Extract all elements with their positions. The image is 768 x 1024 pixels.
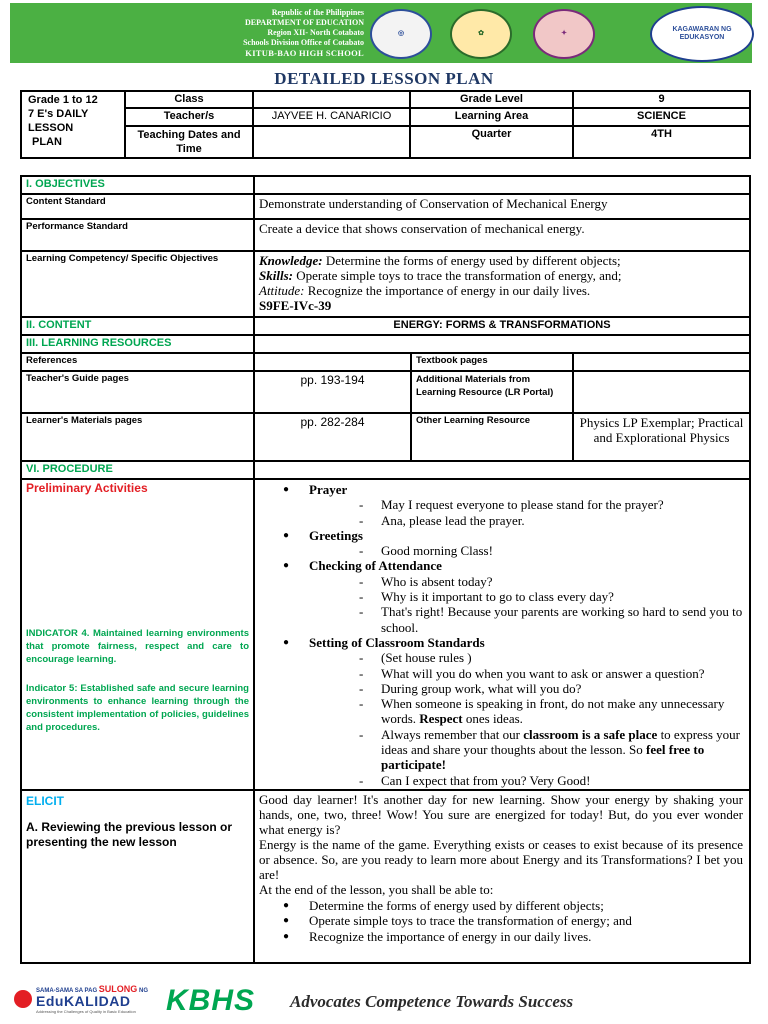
- other-resource-label: Other Learning Resource: [411, 413, 573, 461]
- list-item: - That's right! Because your parents are working so hard to send you to school.: [309, 604, 745, 635]
- elicit-cell: [21, 790, 254, 963]
- lesson-header-table: [20, 90, 751, 159]
- learners-materials-value: pp. 282-284: [254, 413, 411, 461]
- list-item: [309, 696, 745, 727]
- lesson-type-label: [21, 91, 125, 158]
- banner-school-name: KITUB-BAO HIGH SCHOOL: [245, 48, 364, 58]
- learning-area-label: Learning Area: [410, 108, 573, 126]
- deped-seal-icon: [650, 6, 754, 62]
- lesson-type-line: LESSON: [28, 122, 74, 134]
- lesson-type-line: 7 E's DAILY: [28, 108, 89, 120]
- elicit-paragraph-1: Good day learner! It's another day for new learning. Show your energy by shaking your hands, one, two, three! Wow! You sure are energized for today! But, do you ever wonder what energy is?: [259, 792, 744, 837]
- elicit-paragraph-2: Energy is the name of the game. Everything exists or ceases to exist because of its presence or absence. So, are you ready to learn more about Energy and its Transformations? I bet you are!: [259, 837, 744, 882]
- list-item: [259, 558, 745, 634]
- other-resource-value: Physics LP Exemplar; Practical and Explorational Physics: [573, 413, 750, 461]
- banner-line-2: DEPARTMENT OF EDUCATION: [245, 18, 364, 27]
- learning-area-value: SCIENCE: [573, 108, 750, 126]
- list-item: - Ana, please lead the prayer.: [309, 513, 745, 528]
- resources-heading: III. LEARNING RESOURCES: [21, 335, 254, 353]
- preliminary-activities-content: [254, 479, 750, 790]
- preliminary-list: [259, 482, 745, 788]
- content-standard-value: Demonstrate understanding of Conservation of Mechanical Energy: [254, 194, 750, 219]
- greetings-heading: Greetings: [309, 527, 363, 543]
- list-item: - Who is absent today?: [309, 574, 745, 589]
- elicit-paragraph-3: At the end of the lesson, you shall be able to:: [259, 882, 494, 897]
- teaching-dates-label: Teaching Dates and Time: [125, 126, 253, 158]
- school-seal-icon: ◎: [370, 9, 432, 59]
- std-4-tail: ones ideas.: [465, 711, 523, 727]
- std-5-bold: classroom is a safe place: [523, 726, 658, 742]
- competency-code: S9FE-IVc-39: [259, 298, 332, 313]
- teacher-label: Teacher/s: [125, 108, 253, 126]
- objectives-heading-blank: [254, 176, 750, 194]
- std-4-bold: Respect: [419, 711, 463, 727]
- list-item: - May I request everyone to please stand for the prayer?: [309, 497, 745, 512]
- textbook-pages-label: Textbook pages: [411, 353, 573, 371]
- learners-materials-label: Learner's Materials pages: [21, 413, 254, 461]
- list-item: - Why is it important to go to class every day?: [309, 589, 745, 604]
- edukalidad-logo-icon: [14, 990, 32, 1008]
- std-5-text: Always remember that our: [381, 726, 520, 742]
- attendance-heading: Checking of Attendance: [309, 558, 442, 574]
- attitude-label: Attitude:: [259, 283, 305, 298]
- lesson-type-line: PLAN: [32, 136, 62, 148]
- grade-level-label: Grade Level: [410, 91, 573, 108]
- preliminary-activities-label: Preliminary Activities: [26, 481, 148, 495]
- page-title: DETAILED LESSON PLAN: [274, 69, 494, 88]
- edukalidad-text: EduKALIDAD: [36, 993, 131, 1009]
- teacher-value: JAYVEE H. CANARICIO: [253, 108, 410, 126]
- list-item: ● Operate simple toys to trace the transformation of energy; and: [259, 913, 743, 928]
- list-item: [309, 727, 745, 773]
- sulong-word: SULONG: [98, 984, 138, 994]
- quarter-label: Quarter: [410, 126, 573, 158]
- banner-line-3: Region XII- North Cotabato: [267, 28, 364, 37]
- class-value: [253, 91, 410, 108]
- knowledge-label: Knowledge:: [259, 253, 323, 268]
- procedure-heading: VI. PROCEDURE: [21, 461, 254, 479]
- lesson-plan-table: [20, 175, 751, 964]
- footer: [14, 984, 754, 1016]
- list-item: [259, 635, 745, 788]
- references-label: References: [21, 353, 254, 371]
- objectives-heading: I. OBJECTIVES: [21, 176, 254, 194]
- list-item: ● Determine the forms of energy used by different objects;: [259, 898, 743, 913]
- resources-heading-blank: [254, 335, 750, 353]
- list-item: ● Recognize the importance of energy in our daily lives.: [259, 929, 743, 944]
- division-seal-icon: ✿: [450, 9, 512, 59]
- content-standard-label: Content Standard: [21, 194, 254, 219]
- school-motto: Advocates Competence Towards Success: [290, 992, 574, 1011]
- procedure-heading-blank: [254, 461, 750, 479]
- performance-standard-label: Performance Standard: [21, 219, 254, 251]
- knowledge-text: Determine the forms of energy used by different objects;: [325, 253, 621, 268]
- header-banner: [10, 3, 752, 63]
- list-item: - Can I expect that from you? Very Good!: [309, 773, 745, 788]
- additional-materials-value: [573, 371, 750, 413]
- teaching-dates-value: [253, 126, 410, 158]
- references-value: [254, 353, 411, 371]
- standards-heading: Setting of Classroom Standards: [309, 634, 485, 650]
- additional-materials-label: Additional Materials from Learning Resource (LR Portal): [411, 371, 573, 413]
- content-heading: II. CONTENT: [21, 317, 254, 335]
- teachers-guide-value: pp. 193-194: [254, 371, 411, 413]
- indicator-5-text: Indicator 5: Established safe and secure learning environments to enhance learning through the consistent implementation of policies, guidelines and procedures.: [26, 683, 249, 733]
- std-5-mid: to express your ideas and share your thoughts about the lesson. So: [381, 726, 740, 758]
- list-item: - Good morning Class!: [309, 543, 745, 558]
- grade-level-value: 9: [573, 91, 750, 108]
- list-item: [259, 482, 745, 528]
- elicit-sub-label: A. Reviewing the previous lesson or presenting the new lesson: [26, 820, 233, 849]
- prayer-heading: Prayer: [309, 482, 348, 497]
- edukalidad-tagline: Addressing the Challenges of Quality in Basic Education: [36, 1009, 136, 1014]
- competency-label: Learning Competency/ Specific Objectives: [21, 251, 254, 317]
- std-4-text: When someone is speaking in front, do not make any unnecessary words.: [381, 696, 725, 727]
- region-seal-icon: ✦: [533, 9, 595, 59]
- elicit-label: ELICIT: [26, 794, 64, 808]
- banner-line-4: Schools Division Office of Cotabato: [243, 38, 364, 47]
- textbook-pages-value: [573, 353, 750, 371]
- skills-label: Skills:: [259, 268, 293, 283]
- kbhs-logo-text: KBHS: [166, 984, 256, 1017]
- indicator-4-text: INDICATOR 4. Maintained learning environments that promote fairness, respect and care to encourage learning.: [26, 628, 249, 665]
- list-item: - (Set house rules ): [309, 650, 745, 665]
- teachers-guide-label: Teacher's Guide pages: [21, 371, 254, 413]
- class-label: Class: [125, 91, 253, 108]
- elicit-objectives-list: [259, 898, 743, 944]
- skills-text: Operate simple toys to trace the transformation of energy, and;: [296, 268, 622, 283]
- preliminary-activities-cell: [21, 479, 254, 790]
- sulong-small: SAMA-SAMA SA PAG: [36, 988, 98, 994]
- banner-line-1: Republic of the Philippines: [271, 8, 364, 17]
- competency-value: [254, 251, 750, 317]
- lesson-type-line: Grade 1 to 12: [28, 94, 98, 106]
- banner-text: [243, 8, 364, 58]
- list-item: - What will you do when you want to ask or answer a question?: [309, 666, 745, 681]
- attitude-text: Recognize the importance of energy in our daily lives.: [307, 283, 591, 298]
- quarter-value: 4TH: [573, 126, 750, 158]
- performance-standard-value: Create a device that shows conservation of mechanical energy.: [254, 219, 750, 251]
- sulong-tail: NG: [138, 988, 148, 994]
- list-item: - During group work, what will you do?: [309, 681, 745, 696]
- list-item: [259, 528, 745, 559]
- deped-seal-text: KAGAWARAN NG EDUKASYON: [672, 26, 732, 41]
- std-5-bold-tail: feel free to participate!: [381, 742, 705, 773]
- content-value: ENERGY: FORMS & TRANSFORMATIONS: [254, 317, 750, 335]
- elicit-content: [254, 790, 750, 963]
